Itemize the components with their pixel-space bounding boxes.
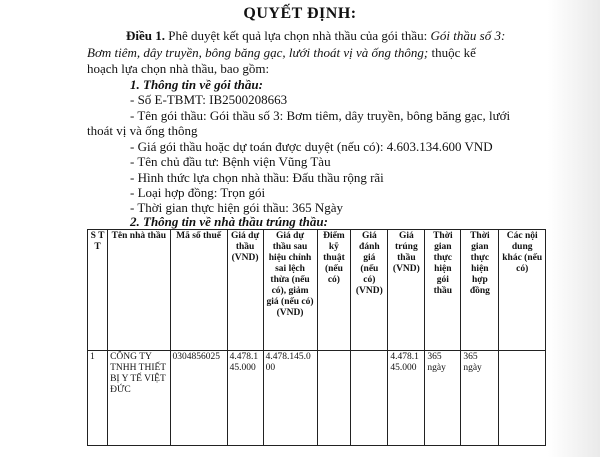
cell-tax-code: 0304856025 xyxy=(170,351,227,446)
winner-table xyxy=(87,229,546,446)
cell-contractor-name: CÔNG TY TNHH THIẾT BỊ Y TẾ VIỆT ĐỨC xyxy=(108,351,170,446)
header-adjusted-price: Giá dự thầu sau hiệu chỉnh sai lệch thừa (nếu có), giảm giá (nếu có) (VND) xyxy=(263,230,317,351)
document-title: QUYẾT ĐỊNH: xyxy=(243,5,357,22)
header-other: Các nội dung khác (nếu có) xyxy=(499,230,546,351)
header-evaluated-price: Giá đánh giá (nếu có) (VND) xyxy=(351,230,388,351)
header-technical-score: Điểm kỹ thuật (nếu có) xyxy=(317,230,351,351)
method-line: - Hình thức lựa chọn nhà thầu: Đấu thầu rộng rãi xyxy=(130,170,384,185)
section-2-heading: 2. Thông tin về nhà thầu trúng thầu: xyxy=(130,214,328,229)
package-italic-2: Bơm tiêm, dây truyền, bông băng gạc, lưới thoát vị và ống thông; xyxy=(87,45,429,60)
package-name-line-2: thoát vị và ống thông xyxy=(87,123,198,138)
page-edge-shadow xyxy=(548,0,600,457)
table-row xyxy=(88,351,546,446)
estimate-line: - Giá gói thầu hoặc dự toán được duyệt (nếu có): 4.603.134.600 VND xyxy=(130,139,493,154)
package-italic-1: Gói thầu số 3: xyxy=(430,28,506,43)
article-1-line xyxy=(126,28,505,44)
cell-package-duration: 365 ngày xyxy=(425,351,461,446)
table-header-row xyxy=(88,230,546,351)
header-contract-duration: Thời gian thực hiện hợp đồng xyxy=(461,230,499,351)
header-winning-price: Giá trúng thầu (VND) xyxy=(388,230,425,351)
investor-line: - Tên chủ đầu tư: Bệnh viện Vũng Tàu xyxy=(130,154,331,169)
article-label: Điều 1. xyxy=(126,28,165,43)
cell-technical-score xyxy=(317,351,351,446)
article-text: Phê duyệt kết quả lựa chọn nhà thầu của gói thầu: xyxy=(165,28,431,43)
cell-stt: 1 xyxy=(88,351,108,446)
header-tax-code: Mã số thuế xyxy=(170,230,227,351)
duration-line: - Thời gian thực hiện gói thầu: 365 Ngày xyxy=(130,200,343,215)
cell-evaluated-price xyxy=(351,351,388,446)
section-1-heading: 1. Thông tin về gói thầu: xyxy=(130,77,263,92)
header-stt: S T T xyxy=(88,230,108,351)
cell-other xyxy=(499,351,546,446)
header-bid-price: Giá dự thầu (VND) xyxy=(227,230,263,351)
header-contractor-name: Tên nhà thầu xyxy=(108,230,170,351)
article-1-line-2 xyxy=(87,45,476,61)
cell-winning-price: 4.478.145.000 xyxy=(388,351,425,446)
cell-contract-duration: 365 ngày xyxy=(461,351,499,446)
article-1-line-3: hoạch lựa chọn nhà thầu, bao gồm: xyxy=(87,61,270,76)
etbmt-line: - Số E-TBMT: IB2500208663 xyxy=(130,92,288,107)
cell-bid-price: 4.478.145.000 xyxy=(227,351,263,446)
line2-rest: thuộc kế xyxy=(428,45,476,60)
package-name-line: - Tên gói thầu: Gói thầu số 3: Bơm tiêm, dây truyền, bông băng gạc, lưới xyxy=(130,108,511,123)
contract-type-line: - Loại hợp đồng: Trọn gói xyxy=(130,185,266,200)
header-package-duration: Thời gian thực hiện gói thầu xyxy=(425,230,461,351)
cell-adjusted-price: 4.478.145.000 xyxy=(263,351,317,446)
